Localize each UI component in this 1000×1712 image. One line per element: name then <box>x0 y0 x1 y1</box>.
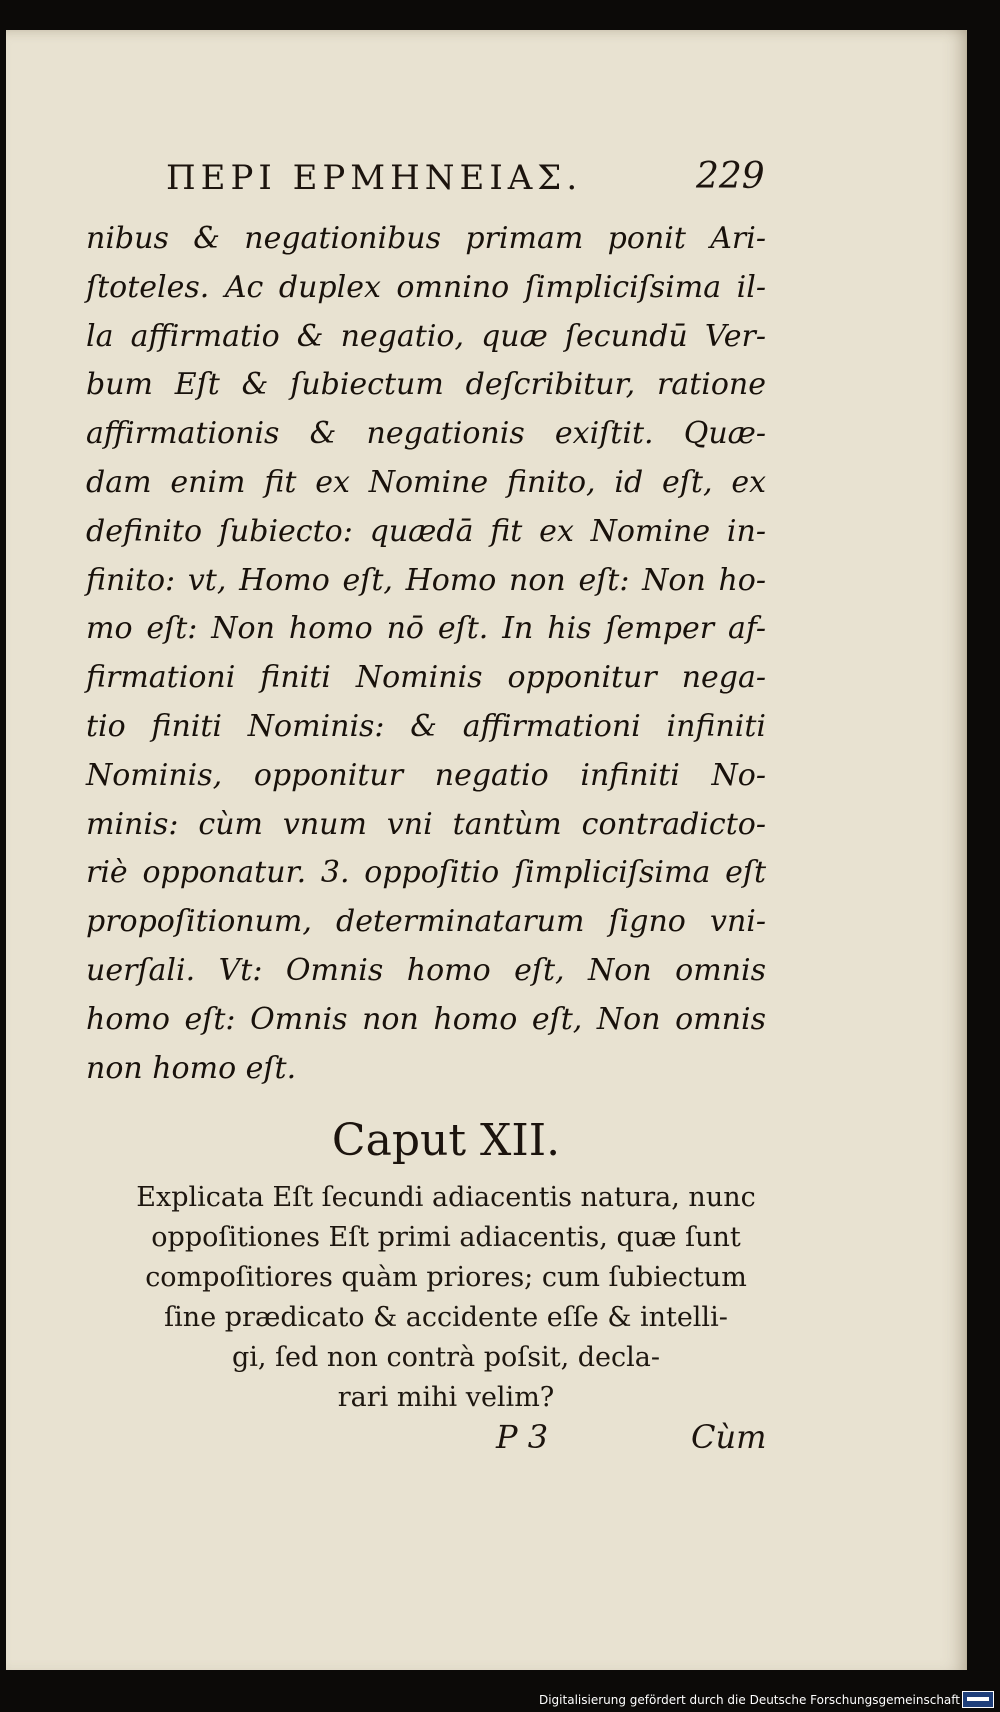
dfg-logo-icon <box>962 1691 994 1708</box>
text-line: definito ſubiecto: quædā fit ex Nomine in- <box>86 513 766 549</box>
chapter-heading: Caput XII. <box>331 1115 561 1166</box>
book-page <box>6 30 967 1670</box>
text-line: riè opponatur. 3. oppoſitio ſimpliciſsima eſt <box>86 855 766 891</box>
text-line: minis: cùm vnum vni tantùm contradicto- <box>86 806 766 842</box>
text-line: nibus & negationibus primam ponit Ari- <box>86 221 766 256</box>
summary-line: ſine prædicato & accidente eſſe & intelli- <box>164 1302 728 1333</box>
text-line: homo eſt: Omnis non homo eſt, Non omnis <box>86 1001 766 1037</box>
text-line: ſtoteles. Ac duplex omnino ſimpliciſsima il- <box>86 269 766 305</box>
text-line: bum Eſt & ſubiectum deſcribitur, ratione <box>86 367 766 403</box>
running-head: ΠΕΡΙ ΕΡΜΗΝΕΙΑΣ. <box>166 158 583 198</box>
summary-line: rari mihi velim? <box>337 1382 555 1413</box>
text-line: finito: vt, Homo eſt, Homo non eſt: Non ho- <box>86 562 766 598</box>
text-line: mo eſt: Non homo nō eſt. In his ſemper af- <box>86 611 766 647</box>
text-line: la affirmatio & negatio, quæ ſecundū Ver- <box>86 318 766 354</box>
chapter-summary <box>6 1178 886 1418</box>
summary-line: oppoſitiones Eſt primi adiacentis, quæ ſunt <box>151 1222 741 1253</box>
text-line: non homo eſt. <box>86 1050 297 1086</box>
text-line: dam enim fit ex Nomine finito, id eſt, ex <box>86 464 766 500</box>
signature-mark: P 3 <box>496 1418 549 1456</box>
credit-bar <box>0 1686 1000 1712</box>
dfg-credit-text: Digitalisierung gefördert durch die Deutsche Forschungsgemeinschaft <box>538 1693 960 1707</box>
text-line: Nominis, opponitur negatio infiniti No- <box>86 757 766 793</box>
body-text <box>86 215 766 1093</box>
page-header <box>146 158 766 218</box>
catchword: Cùm <box>691 1418 767 1456</box>
text-line: firmationi finiti Nominis opponitur nega- <box>86 660 766 696</box>
page-footer <box>476 1418 776 1468</box>
text-line: affirmationis & negationis exiſtit. Quæ- <box>86 416 766 452</box>
page-number: 229 <box>696 156 765 197</box>
text-line: propoſitionum, determinatarum ſigno vni- <box>86 904 766 940</box>
summary-line: gi, ſed non contrà poſsit, decla- <box>231 1342 661 1373</box>
text-line: tio finiti Nominis: & affirmationi infiniti <box>86 708 766 744</box>
summary-line: compoſitiores quàm priores; cum ſubiectum <box>145 1262 747 1293</box>
summary-line: Explicata Eſt ſecundi adiacentis natura, nunc <box>136 1182 756 1213</box>
text-line: uerſali. Vt: Omnis homo eſt, Non omnis <box>86 952 766 988</box>
